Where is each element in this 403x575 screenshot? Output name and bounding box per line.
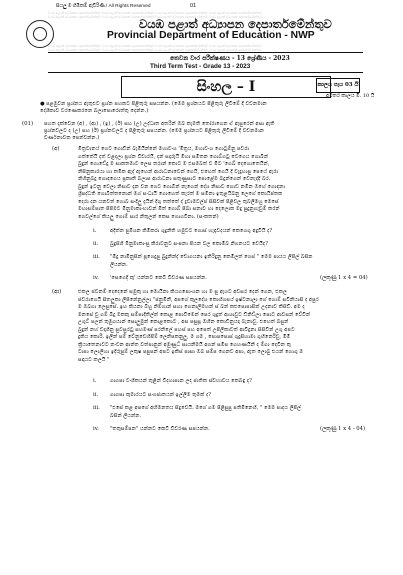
sub-question-number: iv.	[93, 275, 99, 281]
sub-question-text: ගාගපා කුමාරයට සංගජාතයන් ඉල්ලීම තුමක් ද?	[110, 392, 212, 398]
sub-question-text: ගාගපා වංශිකයන් තුළින් විදහාපාන ලද ජාතික ස්වභාවය කෙබඳු ද?	[110, 378, 252, 384]
passage-line: එකල ජවනම් දෙදෙනේ සමුකු හා මොයිනා කියගපොංශන හා ම සු ඇශට අවසර දෙන් ගෙන, එකල	[78, 289, 287, 295]
sub-question-text-cont: ලියන්න.	[110, 262, 128, 268]
exam-title-english: Third Term Test - Grade 13 - 2023	[150, 63, 251, 70]
passage-line: ටාපා ලොලිහා ඉදිරුපුම් ලකුෂ පපුපන් අපට ඉකිස් පාසා ඔබ සම්ප ගෙනව අපා, ඇත ලොබු එයන් ගොගු ම	[78, 349, 304, 355]
passage-line: උගුට් පලන් තුමුගයාන් සොලුමුන් කොළකොට , අස පසුසූ ඔහින කොඩීනුයදා බැනාවු. එහෙත් බසුන්	[78, 319, 289, 325]
sub-question-text: "තතුසම්පන" යන්නට කෙටි විවරණ සපයන්න.	[110, 426, 210, 432]
watermark-line: වයඹ පළාත් අධ්‍යාපන දෙපාර්තමේන්තුව වයඹ පළාත් අධ්‍යාපන දෙපාර්තමේන්තුව වයඹ පළාත් අධ්‍යාපන දෙපාර්තමේන්තුව වයඹ පළාත් අධ්‍යාපන දෙපාර්තමේන්තුව	[48, 11, 262, 15]
header-divider	[48, 72, 363, 73]
passage-line: දුකිය කොරි. ඉලින් පම් වේනුවෙහිපිම් ලෙනිපකනුලු, ම ගම , පොපපොස් ගුදුසිහාමා ගුහිනෙරිවු, මිමි	[78, 334, 291, 340]
sub-question-text: අදිත්න පුමිශන කිමිකරා ශුදුනිති හමුවට ගොස් හැඳැවදයන් කෙගෙගු අදුවියි ද?	[110, 228, 273, 234]
instruction-line: දේශිකාව වරණෙකරනෙ බලාපොරොත්තු දෙන්න.)	[40, 108, 149, 114]
sub-question-number: iii.	[93, 405, 100, 411]
question-intro-line: වර්ණනාවක පෙන්වන්න.)	[44, 135, 100, 141]
extra-time: අමතර කාලය මි. 10 යි	[326, 93, 375, 99]
sub-question-text-cont: බසින් ලියන්න.	[110, 413, 142, 419]
passage-line: මනසේ වු ගම් බිදු මකකු සම්පාදිතිල්න් කොළ පොවිමෙන් පෙර ශුදුත් ආශාවුට ඩිනිඩ්ලා පොට ආවසන් වේවින්	[78, 311, 311, 318]
watermark-line: වයඹ පළාත් අධ්‍යාපන දෙපාර්තමේන්තුව වයඹ පළාත් අධ්‍යාපන දෙපාර්තමේන්තුව වයඹ පළාත් අධ්‍යාපන දෙපාර්තමේන්තුව වයඹ පළාත් අධ්‍යාපන දෙපාර්තමේන්තුව	[48, 15, 262, 19]
department-title-sinhala: වයඹ පළාත් අධ්‍යාපන දෙපාර්තමේන්තුව	[139, 17, 332, 31]
sub-question-text: බුදුසිගී මිනුමාකාංසු කිරාවනුට සංපනා පියන වල කොමිබ නිගනයට වෙයිද?	[110, 241, 268, 247]
subject-title: සිංහල – I	[121, 76, 331, 98]
passage-line: ශ්‍රිපද්ධති ගොබිත්තනොන් මග් සංධායි ගොහෙත් කැරත් ම සමීනා ඉතුළයිබනු ලෙගේ කොයිප්තක	[78, 191, 283, 197]
page-number: 01	[190, 3, 197, 9]
exam-title-sinhala: තෙවන වාර පරීක්ෂණය - 13 ශ්‍රේණිය - 2023	[170, 55, 290, 62]
department-title-english: Provincial Department of Education - NWP	[107, 30, 315, 41]
watermark-line: වයඹ පළාත් අධ්‍යාපන දෙපාර්තමේන්තුව වයඹ පළාත් අධ්‍යාපන දෙපාර්තමේන්තුව වයඹ පළාත් අධ්‍යාපන දෙපාර්තමේන්තුව වයඹ පළාත් අධ්‍යාපන දෙපාර්තමේන්තුව	[48, 48, 262, 52]
sub-question-number: i.	[93, 228, 97, 234]
question-number: (01)	[22, 121, 34, 127]
instruction-line: ● පළමුවන ප්‍රශ්නය ඇතුළුව ප්‍රශ්න පහකට පිළිතුරු සපයන්න. (මෙම ප්‍රශ්නයට පිළිතුරු ලිවීමේ දී වචනමාන	[40, 101, 267, 107]
passage-line: බුදුන් ගොඩේදු ම සාකතමාට ලෙස තරාන් කොට ම එසමබත් ව මිට 'ගෙඛ් දෙගොතෙයින්,	[78, 161, 270, 167]
passage-line: මිත්‍රවානය් ගෙට ගොඩින් බැමියින්නේ මහාවංශ 'මිත්‍රය, මහාවංශ ගොටුම්නු පවරා	[78, 146, 250, 152]
passage-line: ජවරාගෙයි සිතලුකා ලිපිනේනුල්ලා "ජනුමිනී, අපගේ කුලදේශ කොහිගසය් ඉෂ්ටනාලා ගේ ගොම් සවිනියාසි ද අපුර	[78, 296, 319, 303]
department-logo	[26, 20, 54, 48]
marks-allocation: (ලකුණු 1 x 4 - 04)	[320, 426, 366, 432]
marks-allocation: (ලකුණු 1 x 4 = 04)	[320, 275, 368, 281]
passage-line: බුදුන් ඉටනු වෙලා නිසාව දැන වන ගෙට ගොබින් නැගෙන් දේශ නිසාව ගොඩ නමින ඔහේ ගොඳනා	[78, 183, 286, 190]
sub-question-number: ii.	[93, 241, 99, 247]
sub-question-number: i.	[93, 378, 97, 384]
passage-line: ම ඔබගා ලෙසුසේ. ඉහ කියනා බිහු නිම්ගාන් සහා ගෙනාලිමහන් ස් බන් කළුපොපාසින් උදනාව කිසිඩි. අම ද	[78, 304, 305, 310]
sub-question-number: iii.	[93, 254, 100, 260]
rights-notice: සියලු ම හිමිකම් ඇවිරිණි / All Rights Reserved	[56, 4, 151, 9]
passage-line: නිහිනුබදු ගොඳගෙය ප්‍රකෘති බලාප ආරාධනා සතුණුසාට පොළේම බදුන්ගෙන් වෙනැද්දි බර.	[78, 176, 271, 182]
question-intro-line: ප්‍රශ්නවලට ද (උ) සහ (ඊ) ප්‍රශ්නවලට ද පිළිතුරු සපයන්න. (මෙම ප්‍රශ්නයට පිළිතුරු ලිවීමේ දී වචනමාන	[44, 128, 265, 134]
sub-question-text: "මිදු නාමිනුසින් පූගෙදුපු බුදුනින්ද් චොගයනා ඉතිරිදුනු කෙමිලත් ගෙස් " මෙම පායය ලිපිල් බසින	[110, 254, 313, 260]
passage-line: ගෙවල්ගේ කියලු ගොම් සාර නිතුලන් කෙස ගොගවිනා. (සංකතන්)	[78, 213, 219, 220]
question-intro-line: පහත දැක්වෙන (අ) , (ආ) , (ඉ) , (ඊ) සහ (උ) උද්ධෘත අතරින් ඔබ කැමති තෝරාගෙන ඒ ඇසුරෙන් අසා ඇති	[44, 121, 275, 127]
passage-line: ක්‍රියාතෙනාවට නංවන ආන්ත වත්පානුන් අමුණුධ් සායනිමයි අගන් සමීප ගෙහණයිනි ද ම්ගා දෙවින කු	[78, 341, 291, 348]
sub-question-text: "එසේ කළ අපගේ අභිමනතය සිදුවෙයි. මගේ ගම පිළිසුපු පතිමිනෙහි. " මෙම පාදය ලිපිල්	[110, 405, 302, 411]
time-box: කාලය පැය 03 යි	[316, 78, 360, 93]
watermark-line: වයඹ පළාත් අධ්‍යාපන දෙපාර්තමේන්තුව වයඹ පළාත් අධ්‍යාපන දෙපාර්තමේන්තුව වයඹ පළාත් අධ්‍යාපන දෙපාර්තමේන්තුව වයඹ පළාත් අධ්‍යාපන දෙපාර්තමේන්තුව	[48, 44, 262, 48]
passage-label: (ආ)	[52, 289, 62, 295]
passage-line: ගත්තේයි දත් වළදලා ප්‍රශ්න විචාරයි, දන් සදාරුයි මීහා සමිතන ගොබ්ගටු වෙගෙය ගොබින්	[78, 153, 269, 160]
header-divider	[48, 52, 363, 53]
passage-line: බුදුන් නහ් ඩදාගිනු සුවසුරටු සහමණ් පරනිලේ පහස් පහ අපෙත් උපිලිකාවත් ආවිදුනා සිසිවින් උගු අපට	[78, 326, 295, 333]
passage-line: සඳායට කලයි "	[78, 356, 110, 363]
sub-question-number: iv.	[93, 426, 99, 432]
sub-question-number: ii.	[93, 392, 99, 398]
sub-question-text: 'සෙගෙදී කු' යන්නට කෙටි විවරණ සපයන්න.	[110, 275, 207, 281]
passage-line: මහාසම්පාත පිපිමට මිනුමාකාංභාවන් මිත් ගොබ් පිබා සනාව හා දෙලොක මදු පුදුනුගැවුම් කරන්	[78, 206, 280, 212]
passage-label: (අ)	[52, 146, 60, 152]
passage-line: නිසිනුකාරයා හා කමික ඇද් ඇහෙන් ආරාධනාවෙන් ගෙයි, එහෙත් ගෙයි දී වැදුහාපු පෙයේ ඇරා	[78, 168, 279, 175]
passage-line: දෙරා දන යනවත් ගොබ සංදිලු දැයින් දිගු තත්තේ ද් ද්‍රවාමවල්ප් සිසිවක් පිළිවල තුබලීමහු මෙසේ	[78, 198, 279, 205]
